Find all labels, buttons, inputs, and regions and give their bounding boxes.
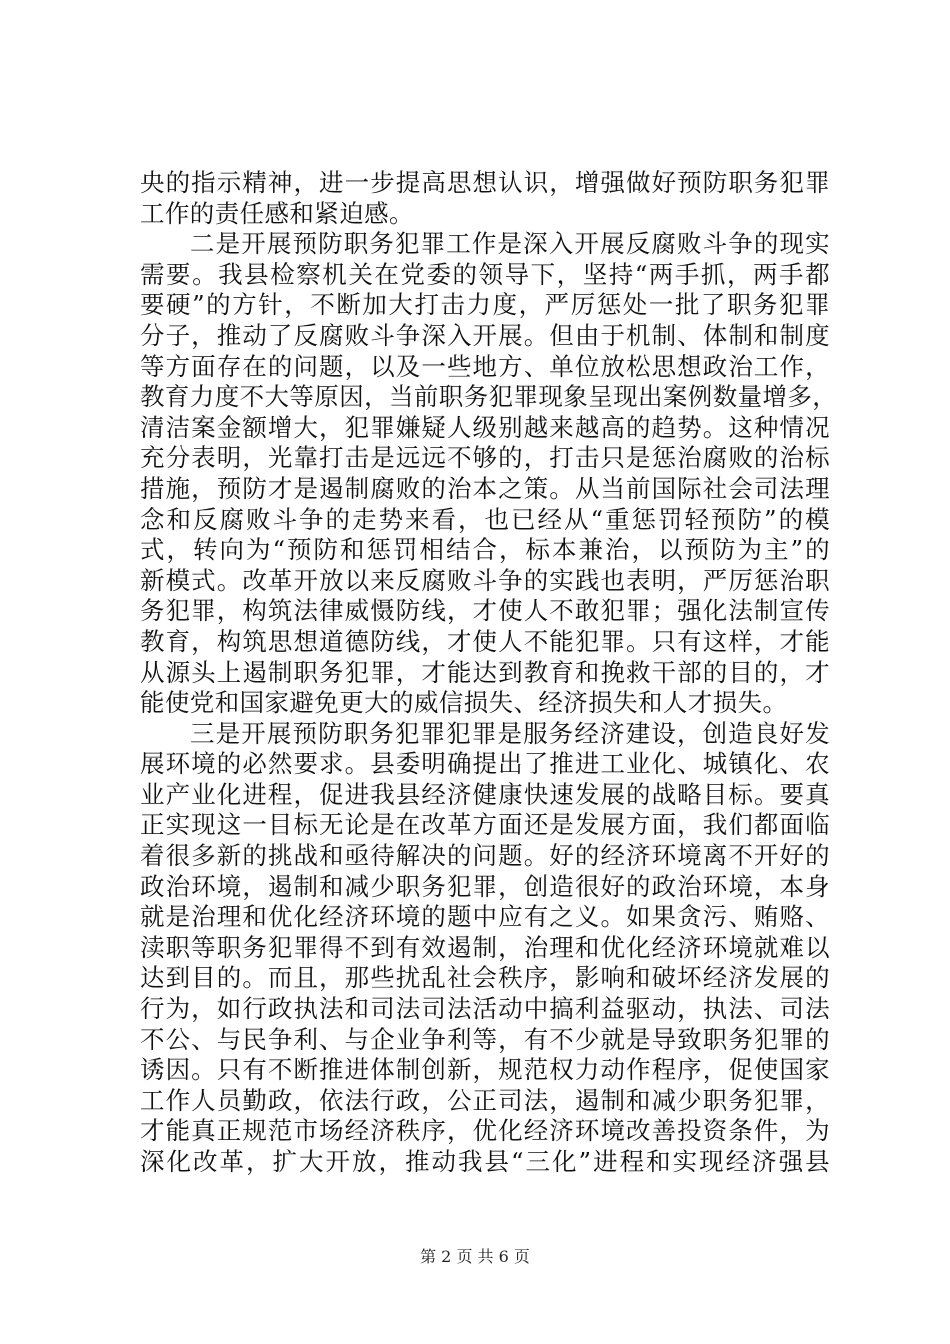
text-line: 教育，构筑思想道德防线，才使人不能犯罪。只有这样，才能	[140, 626, 830, 656]
body-text	[140, 168, 838, 1178]
text-line: 务犯罪，构筑法律威慑防线，才使人不敢犯罪；强化法制宣传	[140, 596, 830, 626]
text-line: 展环境的必然要求。县委明确提出了推进工业化、城镇化、农	[140, 749, 830, 779]
text-line: 诱因。只有不断推进体制创新，规范权力动作程序，促使国家	[140, 1055, 830, 1085]
text-line: 就是治理和优化经济环境的题中应有之义。如果贪污、贿赂、	[140, 902, 830, 932]
text-line: 要硬”的方针，不断加大打击力度，严厉惩处一批了职务犯罪	[140, 290, 830, 320]
text-line: 式，转向为“预防和惩罚相结合，标本兼治，以预防为主”的	[140, 535, 830, 565]
text-line: 二是开展预防职务犯罪工作是深入开展反腐败斗争的现实	[190, 229, 830, 259]
text-line: 措施，预防才是遏制腐败的治本之策。从当前国际社会司法理	[140, 473, 830, 503]
text-line: 能使党和国家避免更大的威信损失、经济损失和人才损失。	[140, 688, 788, 718]
text-line: 正实现这一目标无论是在改革方面还是发展方面，我们都面临	[140, 810, 830, 840]
page-footer: 第 2 页 共 6 页	[420, 1247, 530, 1266]
paragraph	[140, 168, 830, 229]
text-line: 央的指示精神，进一步提高思想认识，增强做好预防职务犯罪	[140, 168, 830, 197]
text-line: 政治环境，遏制和减少职务犯罪，创造很好的政治环境，本身	[140, 871, 830, 901]
text-line: 新模式。改革开放以来反腐败斗争的实践也表明，严厉惩治职	[140, 565, 830, 595]
text-line: 等方面存在的问题，以及一些地方、单位放松思想政治工作，	[140, 351, 830, 381]
text-line: 三是开展预防职务犯罪犯罪是服务经济建设，创造良好发	[190, 718, 830, 748]
text-line: 才能真正规范市场经济秩序，优化经济环境改善投资条件，为	[140, 1116, 830, 1146]
text-line: 念和反腐败斗争的走势来看，也已经从“重惩罚轻预防”的模	[140, 504, 830, 534]
text-line: 不公、与民争利、与企业争利等，有不少就是导致职务犯罪的	[140, 1024, 830, 1054]
text-line: 行为，如行政执法和司法司法活动中搞利益驱动，执法、司法	[140, 994, 830, 1024]
text-line: 深化改革，扩大开放，推动我县“三化”进程和实现经济强县	[140, 1147, 830, 1176]
text-line: 工作的责任感和紧迫感。	[140, 198, 414, 228]
paragraph	[140, 719, 830, 1178]
text-line: 教育力度不大等原因，当前职务犯罪现象呈现出案例数量增多，	[140, 382, 838, 412]
text-line: 着很多新的挑战和亟待解决的问题。好的经济环境离不开好的	[140, 841, 830, 871]
text-line: 清洁案金额增大，犯罪嫌疑人级别越来越高的趋势。这种情况	[140, 412, 830, 442]
text-line: 达到目的。而且，那些扰乱社会秩序，影响和破坏经济发展的	[140, 963, 830, 993]
text-line: 渎职等职务犯罪得不到有效遏制，治理和优化经济环境就难以	[140, 932, 830, 962]
text-line: 充分表明，光靠打击是远远不够的，打击只是惩治腐败的治标	[140, 443, 830, 473]
paragraph	[140, 229, 838, 719]
text-line: 工作人员勤政，依法行政，公正司法，遏制和减少职务犯罪，	[140, 1085, 830, 1115]
text-line: 从源头上遏制职务犯罪，才能达到教育和挽救干部的目的，才	[140, 657, 830, 687]
text-line: 分子，推动了反腐败斗争深入开展。但由于机制、体制和制度	[140, 320, 830, 350]
text-line: 需要。我县检察机关在党委的领导下，坚持“两手抓，两手都	[140, 259, 830, 289]
text-line: 业产业化进程，促进我县经济健康快速发展的战略目标。要真	[140, 779, 830, 809]
